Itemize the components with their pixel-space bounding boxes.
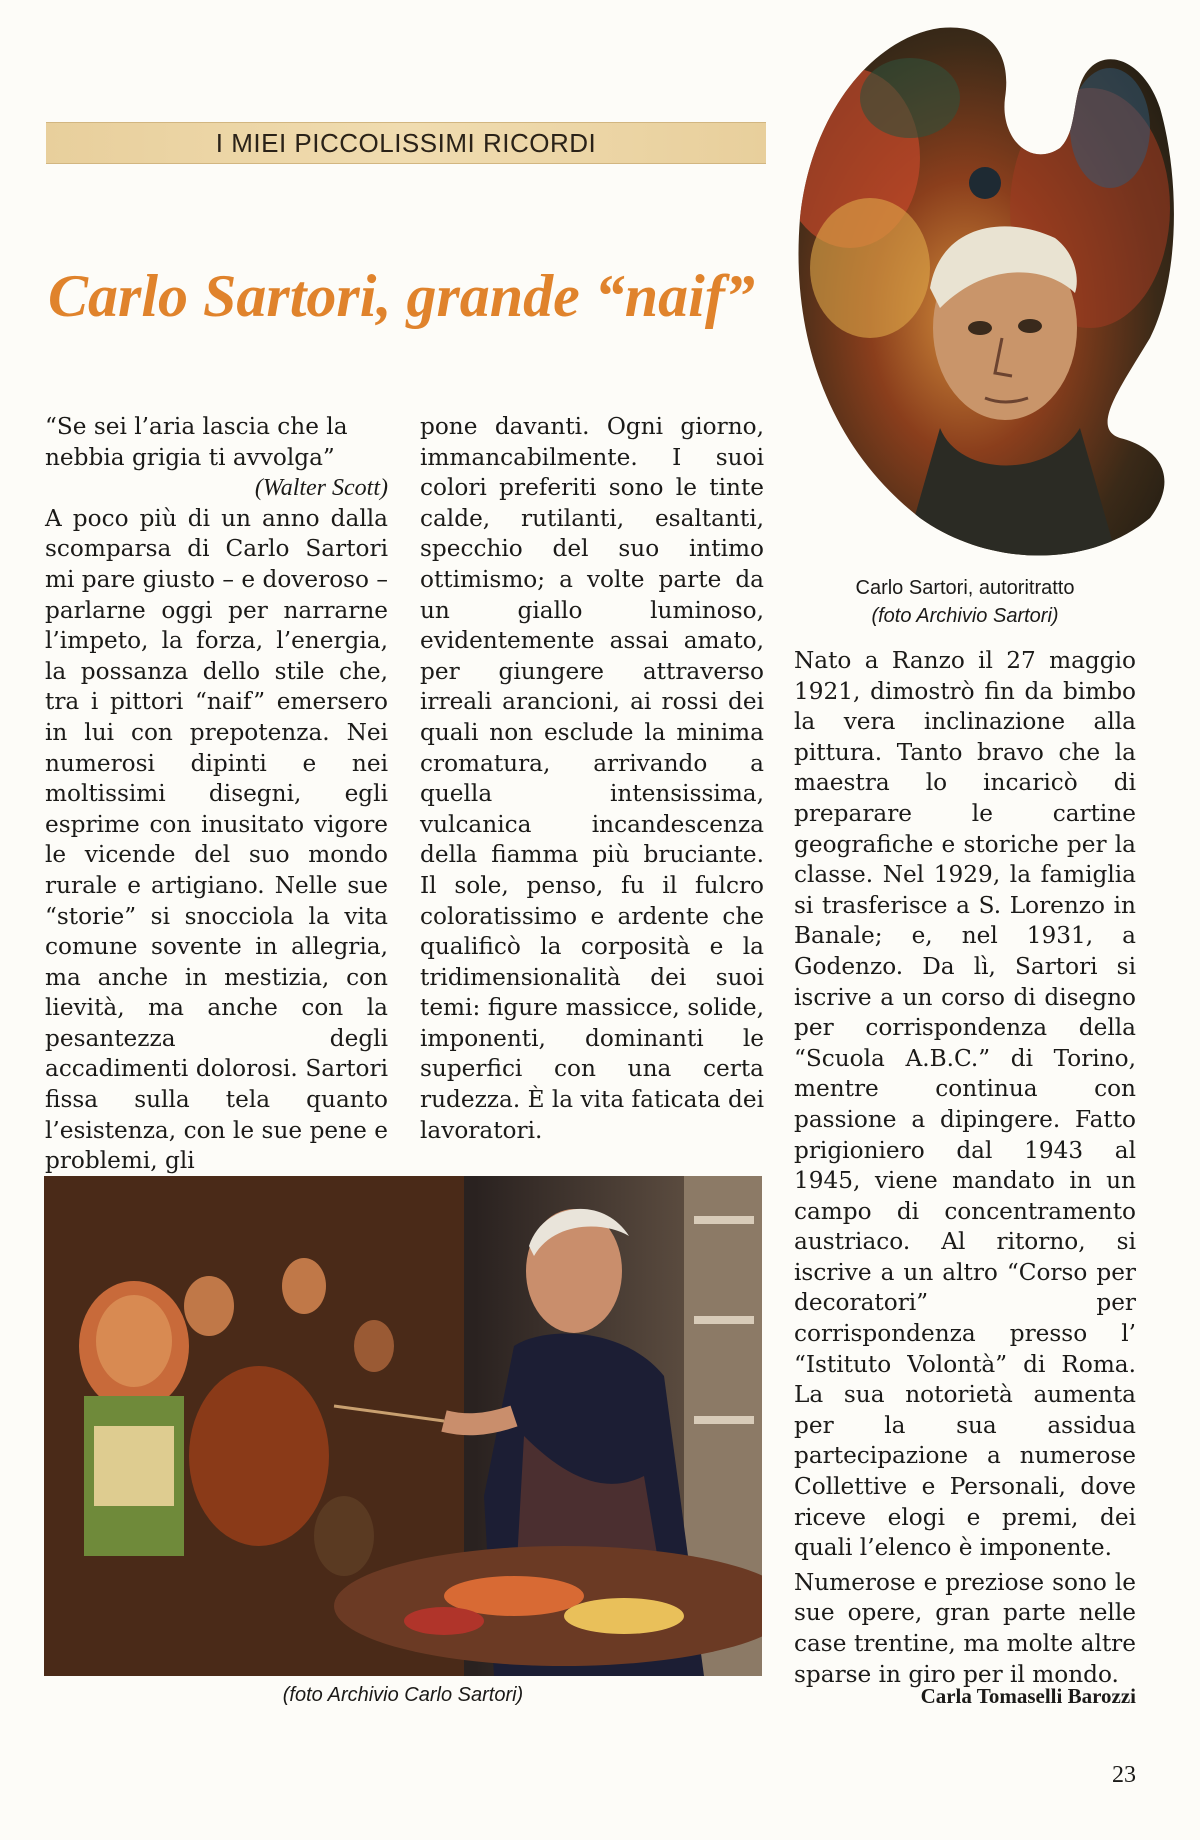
photo-caption: (foto Archivio Carlo Sartori) xyxy=(282,1684,524,1706)
epigraph-author: (Walter Scott) xyxy=(254,475,388,502)
article-column-3 xyxy=(794,646,1136,1690)
portrait-caption xyxy=(800,574,1130,630)
body-text-col1: A poco più di un anno dalla scomparsa di Carlo Sartori mi pare giusto – e doveroso – parlarne oggi per narrarne l’impeto, la forza, l’energia, la possanza dello stile che, tra i pittori “naif” emersero in lui con prepotenza. Nei numerosi dipinti e nei moltissimi disegni, egli esprime con inusitato vigore le vicende del suo mondo rurale e artigiano. Nelle sue “storie” si snocciola la vita comune sovente in allegria, ma anche in mestizia, con lievità, ma anche con la pesantezza degli accadimenti dolorosi. Sartori fissa sulla tela quanto l’esistenza, con le sue pene e problemi, gli xyxy=(45,504,388,1175)
palette-self-portrait-image xyxy=(790,8,1180,568)
section-header-band xyxy=(46,122,766,164)
studio-photo-image xyxy=(44,1176,762,1676)
page-number: 23 xyxy=(1112,1762,1136,1788)
portrait-caption-credit: (foto Archivio Sartori) xyxy=(871,605,1059,627)
portrait-caption-title: Carlo Sartori, autoritratto xyxy=(855,577,1075,599)
body-text-col2: pone davanti. Ogni giorno, immancabilmente. I suoi colori preferiti sono le tinte calde, rutilanti, esaltanti, specchio del suo intimo ottimismo; a volte parte da un giallo luminoso, evidentemente assai amato, per giungere attraverso irreali arancioni, ai rossi dei quali non esclude la minima cromatura, arrivando a quella intensissima, vulcanica incandescenza della fiamma più bruciante. Il sole, penso, fu il fulcro coloratissimo e ardente che qualificò la corposità e la tridimensionalità dei suoi temi: figure massicce, solide, imponenti, dominanti le superfici con una certa rudezza. È la vita faticata dei lavoratori. xyxy=(420,413,764,1144)
section-label: I MIEI PICCOLISSIMI RICORDI xyxy=(215,127,597,158)
body-text-col3-para1: Nato a Ranzo il 27 maggio 1921, dimostrò fin da bimbo la vera inclinazione alla pittura. Tanto bravo che la maestra lo incaricò di preparare le cartine geografiche e storiche per la classe. Nel 1929, la famiglia si trasferisce a S. Lorenzo in Banale; e, nel 1931, a Godenzo. Da lì, Sartori si iscrive a un corso di disegno per corrispondenza della “Scuola A.B.C.” di Torino, mentre continua con passione a dipingere. Fatto prigioniero dal 1943 al 1945, viene mandato in un campo di concentramento austriaco. Al ritorno, si iscrive a un altro “Corso per decoratori” per corrispondenza presso l’ “Istituto Volontà” di Roma. La sua notorietà aumenta per la sua assidua partecipazione a numerose Collettive e Personali, dove riceve elogi e premi, dei quali l’elenco è imponente. xyxy=(794,647,1136,1562)
epigraph: “Se sei l’aria lascia che la nebbia grigia ti avvolga” xyxy=(45,413,348,471)
article-column-2 xyxy=(420,412,764,1146)
article-column-1 xyxy=(45,412,388,1177)
author-signature: Carla Tomaselli Barozzi xyxy=(920,1684,1136,1708)
studio-photo-illustration xyxy=(44,1176,762,1676)
article-title: Carlo Sartori, grande “naif” xyxy=(48,263,755,329)
body-text-col3-para2: Numerose e preziose sono le sue opere, gran parte nelle case trentine, ma molte altre sparse in giro per il mondo. xyxy=(794,1568,1136,1688)
